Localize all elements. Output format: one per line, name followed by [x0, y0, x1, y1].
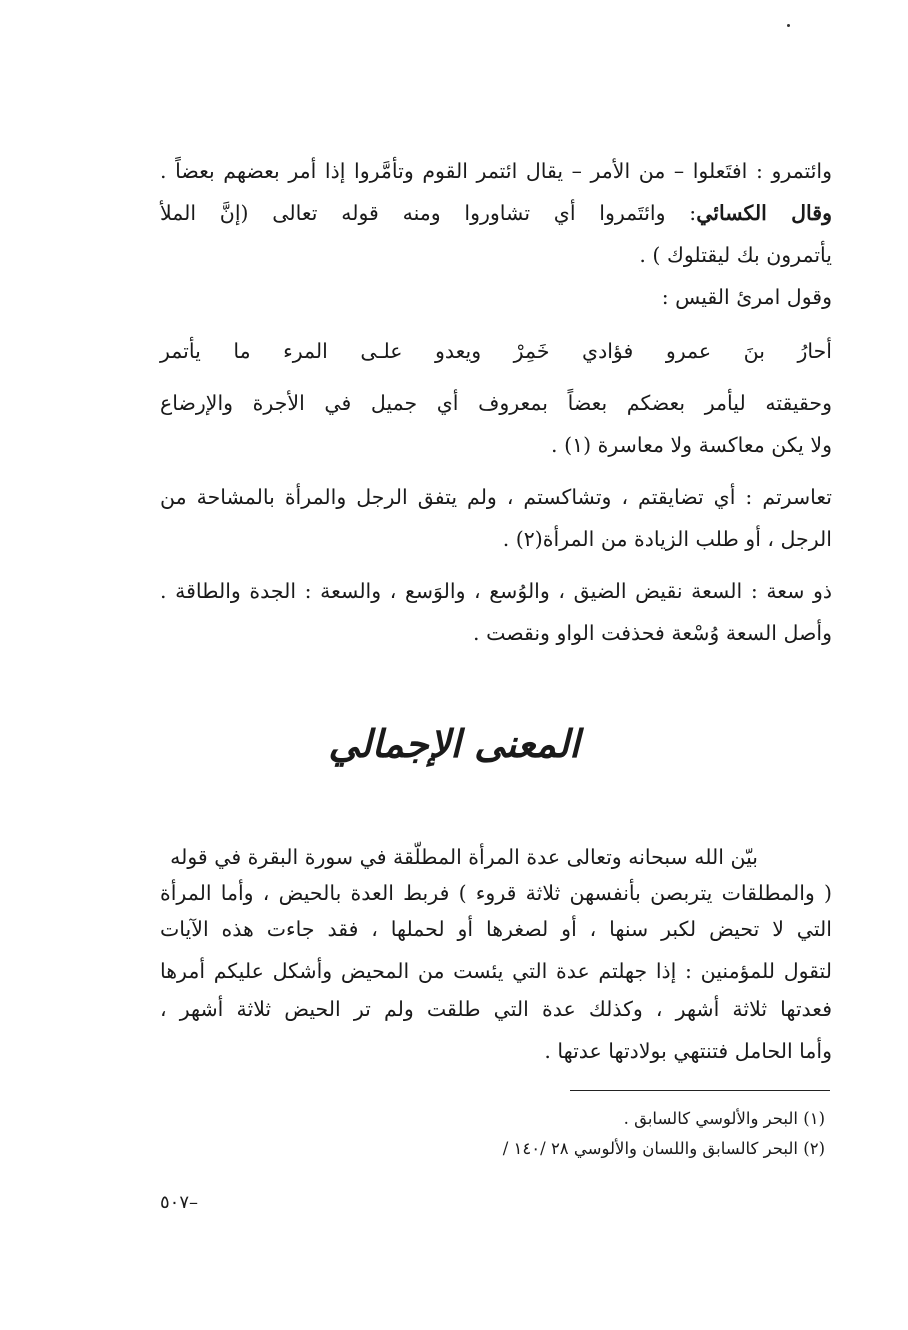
- summary-line-4: لتقول للمؤمنين : إذا جهلتم عدة التي يئست من المحيض وأشكل عليكم أمرها: [160, 959, 832, 983]
- glossary-line-2: [160, 198, 832, 228]
- glossary-line-6: وحقيقته ليأمر بعضكم بعضاً بمعروف أي جميل في الأجرة والإرضاع: [160, 391, 832, 415]
- glossary-line-8: تعاسرتم : أي تضايقتم ، وتشاكستم ، ولم يتفق الرجل والمرأة بالمشاحة من: [160, 485, 832, 509]
- summary-line-6: وأما الحامل فتنتهي بولادتها عدتها .: [544, 1039, 832, 1063]
- summary-line-2: ( والمطلقات يتربصن بأنفسهن ثلاثة قروء ) فربط العدة بالحيض ، وأما المرأة: [160, 881, 832, 905]
- section-heading: المعنى الإجمالي: [328, 721, 580, 766]
- glossary-line-10: ذو سعة : السعة نقيض الضيق ، والوُسع ، والوَسع ، والسعة : الجدة والطاقة .: [160, 579, 832, 603]
- glossary-line-4: وقول امرئ القيس :: [661, 285, 832, 309]
- kisai-label: وقال الكسائي: [696, 201, 832, 225]
- glossary-line-11: وأصل السعة وُسْعة فحذفت الواو ونقصت .: [473, 621, 832, 645]
- footnote-divider: [570, 1090, 830, 1091]
- summary-line-5: فعدتها ثلاثة أشهر ، وكذلك عدة التي طلقت ولم تر الحيض ثلاثة أشهر ،: [160, 997, 832, 1021]
- page-number: –٥٠٧: [160, 1192, 199, 1213]
- corner-dot-mark: [787, 24, 790, 27]
- footnote-1: (١) البحر والألوسي كالسابق .: [623, 1109, 825, 1128]
- glossary-line-3: يأتمرون بك ليقتلوك ) .: [639, 243, 832, 267]
- glossary-line-1: وائتمرو : افتَعلوا – من الأمر – يقال ائتمر القوم وتأمَّروا إذا أمر بعضهم بعضاً .: [160, 159, 832, 183]
- poem-verse: أحارُ بنَ عمرو فؤادي خَمِرْ ويعدو علـى المرء ما يأتمر: [160, 339, 832, 363]
- footnote-2: (٢) البحر كالسابق واللسان والألوسي ٢٨ /١٤٠ /: [502, 1139, 825, 1158]
- glossary-line-2-text: : وائتَمروا أي تشاوروا ومنه قوله تعالى (إنَّ الملأ: [160, 201, 697, 225]
- summary-line-1: بيّن الله سبحانه وتعالى عدة المرأة المطلّقة في سورة البقرة في قوله: [170, 845, 758, 869]
- glossary-line-9: الرجل ، أو طلب الزيادة من المرأة(٢) .: [502, 527, 832, 551]
- summary-line-3: التي لا تحيض لكبر سنها ، أو لصغرها أو لحملها ، فقد جاءت هذه الآيات: [160, 917, 832, 941]
- glossary-line-7: ولا يكن معاكسة ولا معاسرة (١) .: [551, 433, 832, 457]
